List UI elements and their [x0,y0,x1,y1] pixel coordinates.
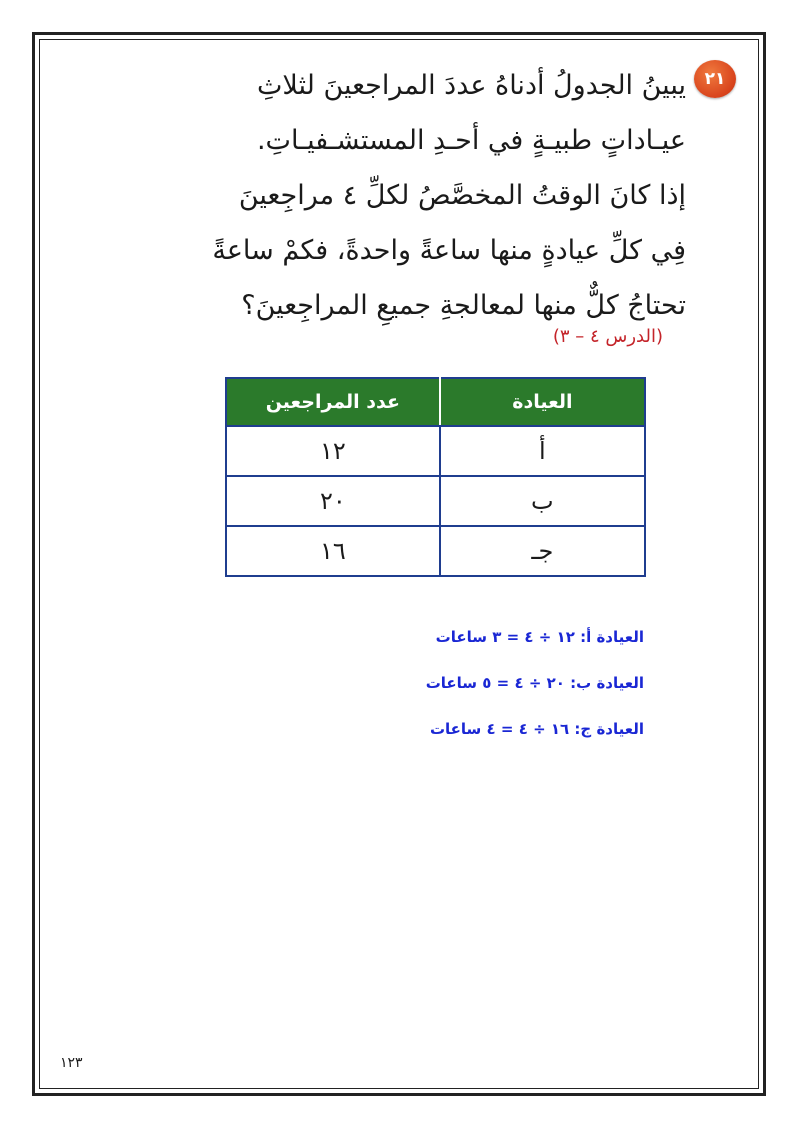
cell-patients: ١٦ [226,526,440,576]
clinics-table [225,377,646,577]
page-number: ١٢٣ [60,1055,83,1071]
header-patients: عدد المراجعين [226,378,440,426]
question-line: تحتاجُ كلٌّ منها لمعالجةِ جميعِ المراجِعينَ؟ [241,290,686,321]
question-number-badge: ٢١ [694,60,736,98]
cell-clinic: ب [440,476,645,526]
answer-line: العيادة ب: ٢٠ ÷ ٤ = ٥ ساعات [425,674,644,692]
cell-patients: ٢٠ [226,476,440,526]
cell-clinic: أ [440,426,645,476]
question-line: يبينُ الجدولُ أدناهُ عددَ المراجعينَ لثلاثِ [256,70,686,101]
answers-block [360,624,644,762]
table-header-row [226,378,645,426]
answer-line: العيادة أ: ١٢ ÷ ٤ = ٣ ساعات [435,628,644,646]
lesson-reference: (الدرس ٤ – ٣) [552,326,663,347]
question-line: فِي كلِّ عيادةٍ منها ساعةً واحدةً، فكمْ ساعةً [212,235,686,266]
question-line: عيـاداتٍ طبيـةٍ في أحـدِ المستشـفيـاتِ. [256,125,686,156]
question-text [120,58,686,333]
table-row [226,426,645,476]
table-row [226,476,645,526]
answer-line: العيادة ج: ١٦ ÷ ٤ = ٤ ساعات [429,720,644,738]
cell-patients: ١٢ [226,426,440,476]
cell-clinic: جـ [440,526,645,576]
table-row [226,526,645,576]
question-line: إذا كانَ الوقتُ المخصَّصُ لكلِّ ٤ مراجِعينَ [238,180,686,211]
header-clinic: العيادة [440,378,645,426]
